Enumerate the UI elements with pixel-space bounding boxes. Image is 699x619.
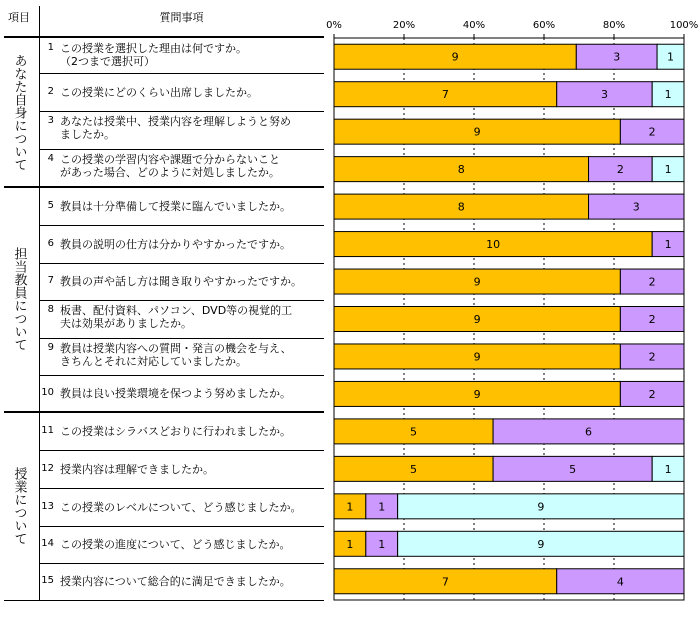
question-number: 6 — [47, 238, 54, 249]
data-label: 9 — [473, 125, 481, 139]
data-label: 1 — [664, 238, 672, 252]
data-label: 8 — [457, 200, 465, 214]
category-label: 授業について — [11, 467, 27, 545]
question-text: 教員は良い授業環境を保つよう努めましたか。 — [60, 387, 291, 400]
data-label: 7 — [441, 575, 449, 589]
data-label: 2 — [648, 387, 656, 401]
question-text: この授業を選択した理由は何ですか。 （2つまで選択可） — [60, 42, 247, 68]
question-text: 板書、配付資料、パソコン、DVD等の視覚的工 夫は効果がありましたか。 — [60, 304, 293, 330]
tick-label: 100% — [669, 20, 699, 31]
header-category: 項目 — [8, 11, 30, 24]
tick-label: 40% — [462, 20, 486, 31]
data-label: 1 — [664, 462, 672, 476]
tick-label: 80% — [602, 20, 626, 31]
data-label: 8 — [457, 163, 465, 177]
data-label: 1 — [664, 88, 672, 102]
header-question: 質問事項 — [159, 11, 204, 24]
question-text: 教員は十分準備して授業に臨んでいましたか。 — [60, 200, 291, 213]
data-label: 9 — [473, 313, 481, 326]
data-label: 3 — [632, 200, 640, 214]
data-label: 9 — [473, 275, 481, 289]
data-label: 1 — [667, 50, 675, 64]
data-label: 2 — [648, 275, 656, 289]
question-text: あなたは授業中、授業内容を理解しようと努め ましたか。 — [60, 115, 291, 141]
question-number: 12 — [41, 463, 54, 474]
question-number: 1 — [47, 42, 54, 53]
data-label: 1 — [346, 500, 354, 514]
question-text: この授業はシラバスどおりに行われましたか。 — [60, 425, 291, 438]
data-label: 2 — [648, 350, 656, 364]
data-label: 7 — [441, 88, 449, 102]
question-number: 11 — [41, 425, 54, 436]
category-label: 担当教員について — [11, 247, 27, 351]
data-label: 2 — [648, 125, 656, 139]
question-text: この授業にどのくらい出席しましたか。 — [60, 86, 258, 99]
data-label: 3 — [613, 50, 621, 64]
data-label: 9 — [473, 350, 481, 364]
data-label: 9 — [451, 50, 459, 64]
question-text: 教員は授業内容への質問・発言の機会を与え、 きちんとそれに対応していましたか。 — [60, 342, 292, 368]
data-label: 2 — [648, 313, 656, 326]
data-label: 5 — [410, 425, 418, 439]
data-label: 10 — [486, 238, 501, 252]
question-number: 13 — [41, 501, 54, 512]
data-label: 6 — [585, 425, 593, 439]
data-label: 3 — [600, 88, 608, 102]
question-text: この授業の進度について、どう感じましたか。 — [60, 538, 291, 551]
question-text: この授業のレベルについて、どう感じましたか。 — [60, 501, 302, 514]
question-number: 15 — [41, 575, 54, 586]
question-text: 教員の声や話し方は聞き取りやすかったですか。 — [60, 275, 302, 288]
question-text: 教員の説明の仕方は分かりやすかったですか。 — [60, 238, 291, 251]
data-label: 4 — [616, 575, 624, 589]
question-number: 4 — [47, 153, 54, 164]
data-label: 1 — [346, 537, 354, 551]
data-label: 2 — [616, 163, 624, 177]
data-label: 9 — [473, 387, 481, 401]
question-number: 3 — [47, 115, 54, 126]
tick-label: 20% — [392, 20, 416, 31]
question-number: 14 — [41, 538, 54, 549]
question-text: 授業内容について総合的に満足できましたか。 — [60, 575, 291, 588]
question-number: 7 — [47, 275, 54, 286]
data-label: 1 — [378, 500, 386, 514]
category-label: あなた自身について — [11, 53, 27, 171]
question-number: 2 — [47, 86, 54, 97]
question-text: 授業内容は理解できましたか。 — [60, 463, 214, 476]
data-label: 9 — [537, 537, 545, 551]
data-label: 5 — [569, 462, 577, 476]
question-number: 5 — [47, 200, 54, 211]
data-label: 1 — [378, 537, 386, 551]
question-number: 8 — [47, 304, 54, 315]
data-label: 9 — [537, 500, 545, 514]
question-number: 9 — [47, 342, 54, 353]
data-label: 1 — [664, 163, 672, 177]
data-label: 5 — [410, 462, 418, 476]
question-number: 10 — [41, 387, 54, 398]
tick-label: 60% — [532, 20, 556, 31]
question-text: この授業の学習内容や課題で分からないこと があった場合、どのように対処しましたか。 — [60, 153, 280, 179]
tick-label: 0% — [326, 20, 342, 31]
